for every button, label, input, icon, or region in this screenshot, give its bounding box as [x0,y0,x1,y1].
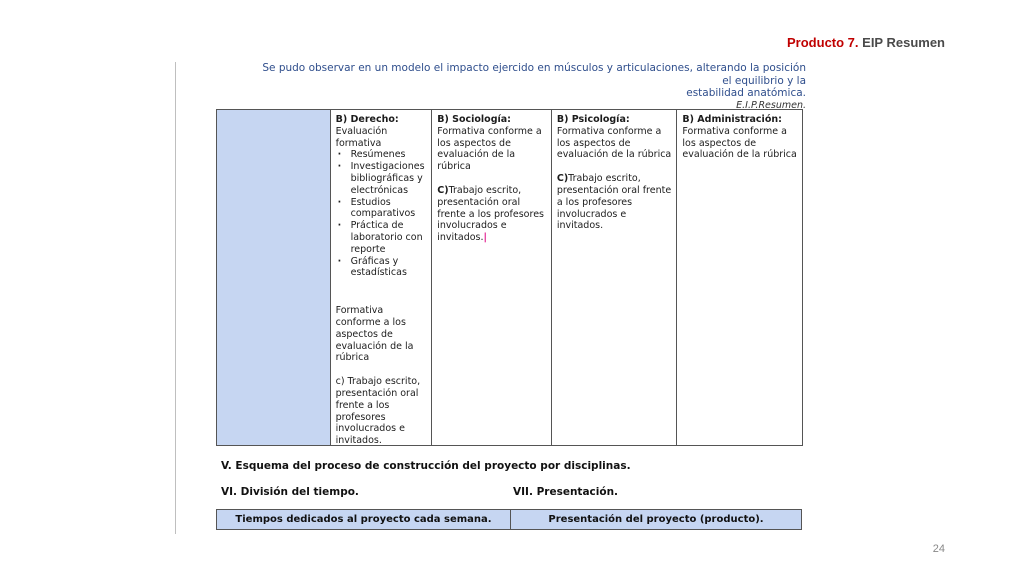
column-sociologia [432,110,552,445]
list-item: · Investigaciones bibliográficas y electrónicas [336,161,428,196]
psicologia-work-text: Trabajo escrito, presentación oral frente a los profesores involucrados e invitados. [556,173,672,232]
disciplines-table [216,109,803,446]
psicologia-formative: Formativa conforme a los aspectos de evaluación de la rúbrica [556,125,672,161]
list-item: · Práctica de laboratorio con reporte [336,220,428,255]
sociologia-title: B) Sociología: [437,114,511,125]
derecho-formative: Formativa conforme a los aspectos de evaluación de la rúbrica [335,305,414,364]
derecho-lead: Evaluación formativa [335,125,388,149]
sociologia-work-text: Trabajo escrito, presentación oral frente a los profesores involucrados e invitados. [437,184,544,244]
derecho-work: c) Trabajo escrito, presentación oral frente a los profesores involucrados e invitados. [335,376,421,447]
intro-line-1: Se pudo observar en un modelo el impacto ejercido en músculos y articulaciones, alterando la posición el equilibrio y la [262,62,806,87]
time-presentation-table [216,509,802,530]
slide-title-rest: EIP Resumen [858,35,945,50]
slide-title [787,35,945,50]
psicologia-work [557,173,673,232]
text-cursor-icon: | [483,232,488,244]
sociologia-work [437,185,547,244]
section-seven-heading: VII. Presentación. [513,486,619,498]
page-number: 24 [932,543,945,555]
section-six-heading: VI. División del tiempo. [221,486,359,498]
table-header-weekly-time: Tiempos dedicados al proyecto cada semana. [217,510,511,529]
column-derecho [331,110,433,445]
blank-shaded-column [217,110,331,445]
derecho-title: B) Derecho: [335,114,399,125]
derecho-bullet-list [336,149,428,279]
list-item: · Gráficas y estadísticas [336,256,428,280]
intro-line-2: estabilidad anatómica. [686,87,806,99]
table-header-presentation: Presentación del proyecto (producto). [548,514,764,525]
column-psicologia [552,110,678,445]
slide-title-accent: Producto 7. [787,35,859,50]
list-item: · Estudios comparativos [336,197,428,221]
intro-signature: E.I.P.Resumen. [736,99,806,111]
section-five-heading: V. Esquema del proceso de construcción del proyecto por disciplinas. [221,460,631,472]
column-administracion [677,110,802,445]
sociologia-work-label: C) [437,184,449,196]
administracion-title: B) Administración: [682,114,782,125]
intro-paragraph [250,62,806,112]
psicologia-work-label: C) [556,173,569,185]
list-item: · Resúmenes [336,149,428,161]
administracion-formative: Formativa conforme a los aspectos de evaluación de la rúbrica [682,125,797,161]
page-edge-divider [175,62,176,534]
sociologia-formative: Formativa conforme a los aspectos de evaluación de la rúbrica [437,125,542,173]
psicologia-title: B) Psicología: [556,114,630,125]
